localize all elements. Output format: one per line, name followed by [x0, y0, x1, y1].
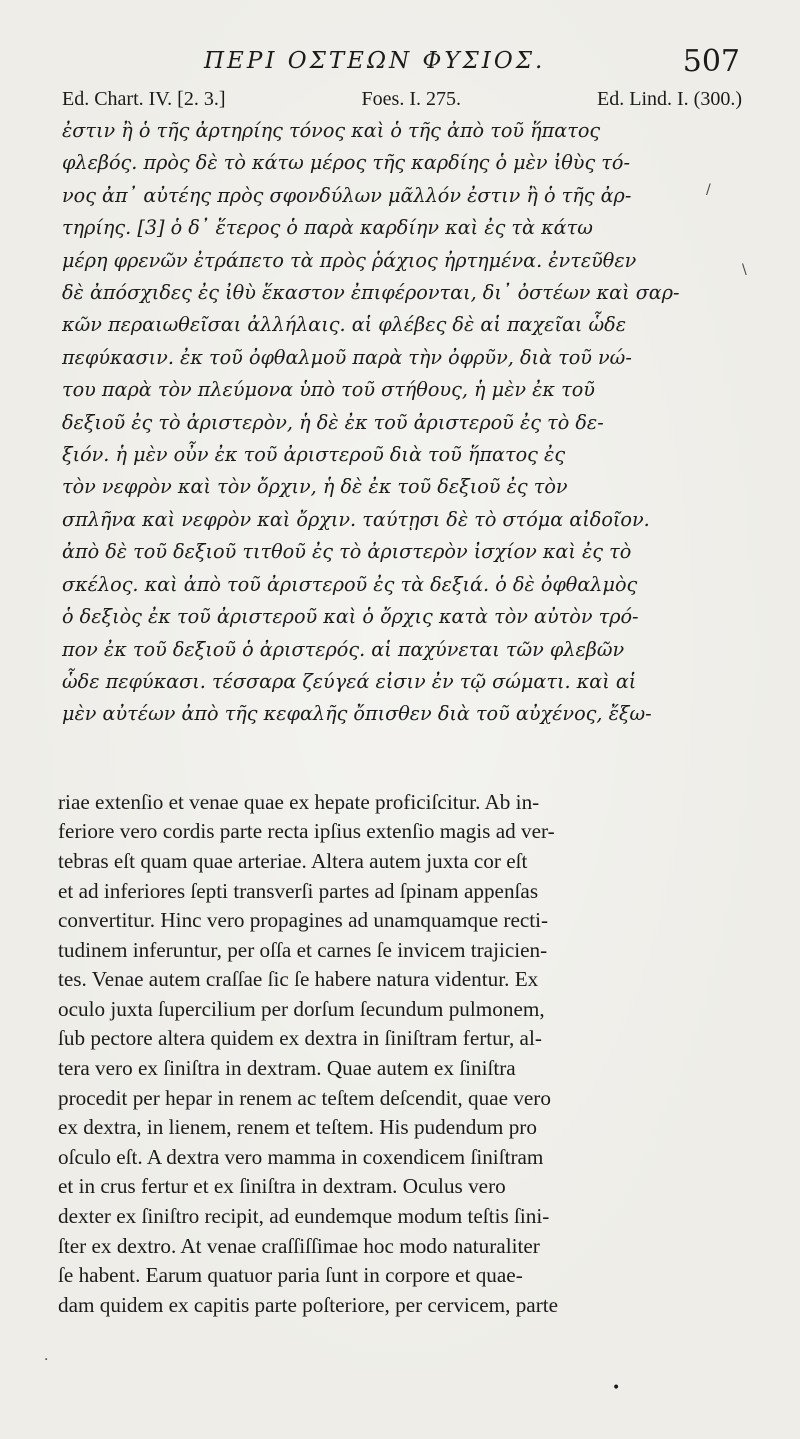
greek-text-block	[62, 115, 748, 731]
latin-line: ſe habent. Earum quatuor paria ſunt in corpore et quae-	[58, 1263, 523, 1288]
latin-line: feriore vero cordis parte recta ipſius extenſio magis ad ver-	[58, 819, 555, 844]
latin-line: tudinem inferuntur, per oſſa et carnes ſe invicem trajicien-	[58, 937, 548, 962]
ref-linden: Ed. Lind. I. (300.)	[597, 88, 742, 110]
greek-line: ξιόν. ἡ μὲν οὖν ἐκ τοῦ ἀριστεροῦ διὰ τοῦ ἥπατος ἐς	[62, 443, 566, 467]
running-head	[62, 40, 748, 88]
latin-line: tes. Venae autem craſſae ſic ſe habere natura videntur. Ex	[58, 967, 539, 992]
greek-line: δὲ ἀπόσχιδες ἐς ἰθὺ ἕκαστον ἐπιφέρονται, δι᾽ ὀστέων καὶ σαρ-	[62, 281, 680, 305]
latin-line: oculo juxta ſupercilium per dorſum ſecundum pulmonem,	[58, 996, 545, 1021]
page-number: 507	[682, 44, 740, 79]
greek-line: πεφύκασιν. ἐκ τοῦ ὀφθαλμοῦ παρὰ τὴν ὀφρῦν, διὰ τοῦ νώ-	[62, 345, 632, 369]
section-divider	[62, 763, 752, 764]
latin-line: ſub pectore altera quidem ex dextra in ſiniſtram fertur, al-	[58, 1026, 542, 1051]
margin-mark: /	[706, 182, 711, 198]
greek-line: πον ἐκ τοῦ δεξιοῦ ὁ ἀριστερός. αἱ παχύνεται τῶν φλεβῶν	[62, 637, 625, 661]
edition-references	[62, 88, 748, 111]
latin-line: convertitur. Hinc vero propagines ad unamquamque recti-	[58, 908, 549, 933]
greek-line: νος ἀπ᾽ αὐτέης πρὸς σφονδύλων μᾶλλόν ἐστιν ἢ ὁ τῆς ἀρ-	[62, 183, 632, 207]
latin-line: riae extenſio et venae quae ex hepate proficiſcitur. Ab in-	[58, 789, 540, 814]
printer-mark: •	[612, 1380, 621, 1396]
latin-line: ſter ex dextro. At venae craſſiſſimae hoc modo naturaliter	[58, 1233, 540, 1258]
latin-line: tera vero ex ſiniſtra in dextram. Quae autem ex ſiniſtra	[58, 1056, 516, 1081]
latin-line: et in crus fertur et ex ſiniſtra in dextram. Oculus vero	[58, 1174, 506, 1199]
latin-line: dexter ex ſiniſtro recipit, ad eundemque modum teſtis ſini-	[58, 1204, 550, 1229]
latin-text-block	[58, 788, 748, 1321]
greek-line: του παρὰ τὸν πλεύμονα ὑπὸ τοῦ στήθους, ἡ μὲν ἐκ τοῦ	[62, 378, 595, 402]
running-title: ΠΕΡΙ ΟΣΤΕΩΝ ΦΥΣΙΟΣ.	[204, 48, 546, 74]
greek-line: φλεβός. πρὸς δὲ τὸ κάτω μέρος τῆς καρδίης ὁ μὲν ἰθὺς τό-	[62, 151, 630, 175]
margin-mark: ·	[44, 1352, 49, 1368]
greek-line: μὲν αὐτέων ἀπὸ τῆς κεφαλῆς ὄπισθεν διὰ τοῦ αὐχένος, ἔξω-	[62, 702, 652, 726]
latin-line: dam quidem ex capitis parte poſteriore, per cervicem, parte	[58, 1292, 559, 1317]
greek-line: τηρίης. [3] ὁ δ᾽ ἕτερος ὁ παρὰ καρδίην καὶ ἐς τὰ κάτω	[62, 216, 593, 240]
greek-line: ὁ δεξιὸς ἐκ τοῦ ἀριστεροῦ καὶ ὁ ὄρχις κατὰ τὸν αὐτὸν τρό-	[62, 605, 639, 629]
latin-line: oſculo eſt. A dextra vero mamma in coxendicem ſiniſtram	[58, 1144, 544, 1169]
greek-line: σπλῆνα καὶ νεφρὸν καὶ ὄρχιν. ταύτῃσι δὲ τὸ στόμα αἰδοῖον.	[62, 507, 650, 531]
greek-line: μέρη φρενῶν ἐτράπετο τὰ πρὸς ῥάχιος ἠρτημένα. ἐντεῦθεν	[62, 248, 637, 272]
ref-chartier: Ed. Chart. IV. [2. 3.]	[62, 88, 226, 110]
latin-line: ex dextra, in lienem, renem et teſtem. His pudendum pro	[58, 1115, 537, 1140]
greek-line: κῶν περαιωθεῖσαι ἀλλήλαις. αἱ φλέβες δὲ αἱ παχεῖαι ὧδε	[62, 313, 627, 337]
latin-line: procedit per hepar in renem ac teſtem deſcendit, quae vero	[58, 1085, 551, 1110]
margin-mark: \	[742, 262, 747, 278]
greek-line: τὸν νεφρὸν καὶ τὸν ὄρχιν, ἡ δὲ ἐκ τοῦ δεξιοῦ ἐς τὸν	[62, 475, 568, 499]
greek-line: δεξιοῦ ἐς τὸ ἀριστερὸν, ἡ δὲ ἐκ τοῦ ἀριστεροῦ ἐς τὸ δε-	[62, 410, 604, 434]
latin-line: et ad inferiores ſepti transverſi partes ad ſpinam appenſas	[58, 878, 539, 903]
greek-line: ἀπὸ δὲ τοῦ δεξιοῦ τιτθοῦ ἐς τὸ ἀριστερὸν ἰσχίον καὶ ἐς τὸ	[62, 540, 632, 564]
greek-line: ἐστιν ἢ ὁ τῆς ἀρτηρίης τόνος καὶ ὁ τῆς ἀπὸ τοῦ ἥπατος	[62, 119, 601, 142]
ref-foesius: Foes. I. 275.	[361, 88, 461, 110]
greek-line: σκέλος. καὶ ἀπὸ τοῦ ἀριστεροῦ ἐς τὰ δεξιά. ὁ δὲ ὀφθαλμὸς	[62, 572, 638, 596]
greek-line: ὧδε πεφύκασι. τέσσαρα ζεύγεά εἰσιν ἐν τῷ σώματι. καὶ αἱ	[62, 669, 637, 693]
latin-line: tebras eſt quam quae arteriae. Altera autem juxta cor eſt	[58, 848, 528, 873]
